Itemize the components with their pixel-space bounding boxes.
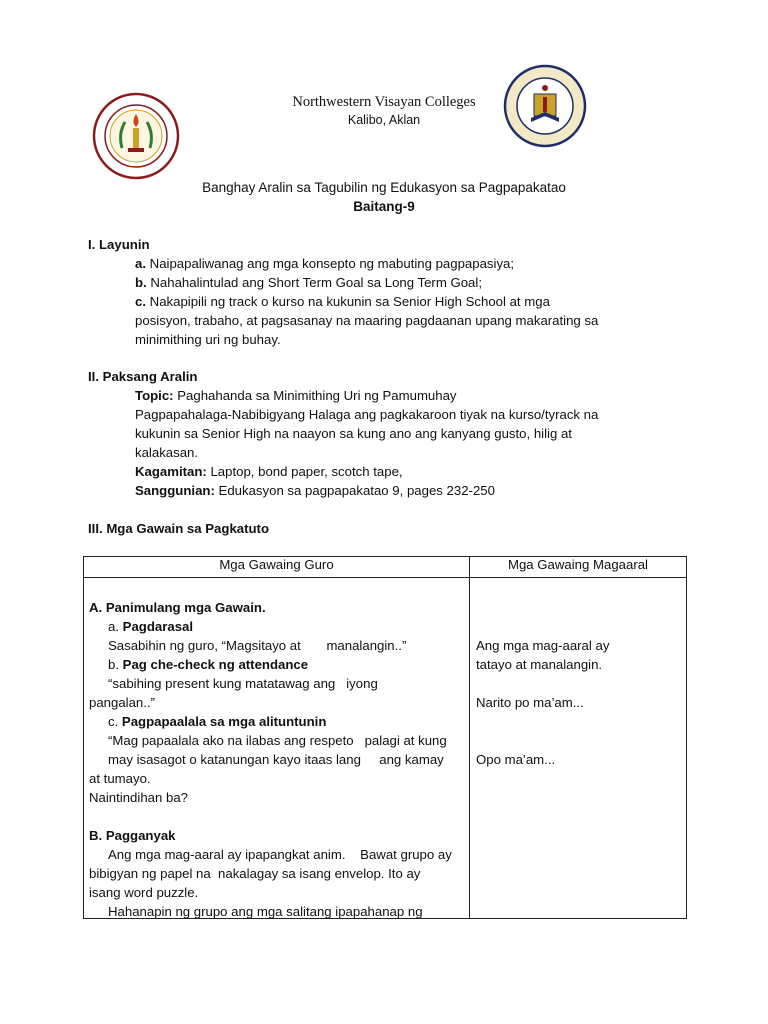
- pagganyak-line-3: isang word puzzle.: [89, 885, 199, 900]
- magaaral-cell: [470, 578, 687, 919]
- layunin-item-c: [135, 292, 550, 311]
- document-title: Banghay Aralin sa Tagubilin ng Edukasyon sa Pagpapakatao: [202, 180, 566, 195]
- pagdarasal-title-text: Pagdarasal: [119, 619, 194, 634]
- attendance-title: [108, 655, 308, 674]
- pagdarasal-title: [108, 617, 193, 636]
- layunin-item-c-letter: c.: [135, 294, 146, 309]
- guro-cell: [84, 578, 470, 919]
- layunin-item-a: [135, 254, 514, 273]
- layunin-heading: I. Layunin: [88, 237, 150, 252]
- alituntunin-line-2: may isasagot o katanungan kayo itaas lang ang kamay: [108, 752, 444, 767]
- layunin-item-b-text: Nahahalintulad ang Short Term Goal sa Long Term Goal;: [146, 275, 482, 290]
- pagdarasal-letter: a.: [108, 619, 119, 634]
- alituntunin-line-4: Naintindihan ba?: [89, 790, 188, 805]
- grade-level: Baitang-9: [353, 199, 415, 214]
- pagganyak-line-1: Ang mga mag-aaral ay ipapangkat anim. Bawat grupo ay: [108, 847, 452, 862]
- topic-label: Topic:: [135, 388, 174, 403]
- attendance-line-1: “sabihing present kung matatawag ang iyong: [108, 676, 378, 691]
- alituntunin-line-3: at tumayo.: [89, 771, 151, 786]
- paksa-kagamitan: [135, 462, 403, 481]
- panimula-heading: A. Panimulang mga Gawain.: [89, 600, 266, 615]
- alituntunin-line-1: “Mag papaalala ako na ilabas ang respeto palagi at kung: [108, 733, 447, 748]
- attendance-letter: b.: [108, 657, 119, 672]
- paksa-sanggunian: [135, 481, 495, 500]
- topic-text: Paghahanda sa Minimithing Uri ng Pamumuhay: [173, 388, 457, 403]
- activities-table: [83, 556, 687, 919]
- school-location: Kalibo, Aklan: [347, 113, 421, 127]
- alituntunin-letter: c.: [108, 714, 119, 729]
- col-header-guro: Mga Gawaing Guro: [84, 557, 470, 578]
- pagganyak-heading: B. Pagganyak: [89, 828, 176, 843]
- table-row: [84, 578, 687, 919]
- alituntunin-title-text: Pagpapaalala sa mga alituntunin: [118, 714, 327, 729]
- pagganyak-line-4: Hahanapin ng grupo ang mga salitang ipapahanap ng: [108, 904, 423, 919]
- response-1-line-1: Ang mga mag-aaral ay: [476, 638, 610, 653]
- layunin-item-b: [135, 273, 482, 292]
- layunin-item-b-letter: b.: [135, 275, 147, 290]
- kagamitan-label: Kagamitan:: [135, 464, 207, 479]
- pagganyak-line-2: bibigyan ng papel na nakalagay sa isang envelop. Ito ay: [89, 866, 421, 881]
- layunin-item-c-cont-1: posisyon, trabaho, at pagsasanay na maaring pagdaanan upang makarating sa: [135, 313, 599, 328]
- layunin-item-c-text: Nakapipili ng track o kurso na kukunin sa Senior High School at mga: [146, 294, 550, 309]
- layunin-item-c-cont-2: minimithing uri ng buhay.: [135, 332, 281, 347]
- response-1-line-2: tatayo at manalangin.: [476, 657, 603, 672]
- paksa-value-line-3: kalakasan.: [135, 445, 199, 460]
- col-header-magaaral: Mga Gawaing Magaaral: [470, 557, 687, 578]
- paksa-heading: II. Paksang Aralin: [88, 369, 198, 384]
- gawain-heading: III. Mga Gawain sa Pagkatuto: [88, 521, 270, 536]
- sanggunian-text: Edukasyon sa pagpapakatao 9, pages 232-250: [214, 483, 495, 498]
- layunin-item-a-text: Naipapaliwanag ang mga konsepto ng mabuting pagpapasiya;: [146, 256, 515, 271]
- paksa-value-line-2: kukunin sa Senior High na naayon sa kung ano ang kanyang gusto, hilig at: [135, 426, 572, 441]
- kagamitan-text: Laptop, bond paper, scotch tape,: [206, 464, 403, 479]
- paksa-value-line-1: Pagpapahalaga-Nabibigyang Halaga ang pagkakaroon tiyak na kurso/tyrack na: [135, 407, 599, 422]
- attendance-line-2: pangalan..”: [89, 695, 155, 710]
- table-header-row: [84, 557, 687, 578]
- pagdarasal-text: Sasabihin ng guro, “Magsitayo at manalangin..”: [108, 638, 407, 653]
- response-3: Opo ma’am...: [476, 752, 556, 767]
- attendance-title-text: Pag che-check ng attendance: [119, 657, 309, 672]
- school-name: Northwestern Visayan Colleges: [292, 94, 476, 110]
- sanggunian-label: Sanggunian:: [135, 483, 215, 498]
- paksa-topic: [135, 386, 457, 405]
- response-2: Narito po ma’am...: [476, 695, 584, 710]
- alituntunin-title: [108, 712, 326, 731]
- layunin-item-a-letter: a.: [135, 256, 146, 271]
